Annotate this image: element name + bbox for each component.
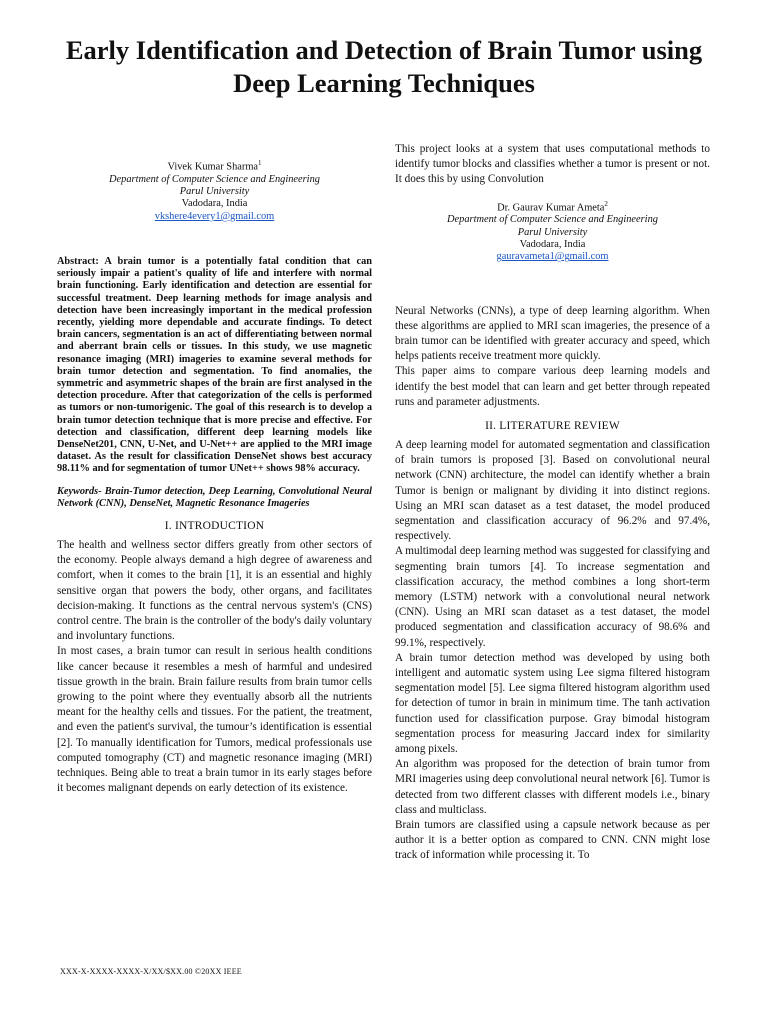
author-2-block: [395, 198, 710, 264]
section-1-heading: I. INTRODUCTION: [164, 520, 265, 533]
right-top-paragraph: This project looks at a system that uses computational methods to identify tumor blocks and classifies whether a tumor is present or not. It does this by using Convolution: [395, 143, 710, 186]
copyright-footer: XXX-X-XXXX-XXXX-X/XX/$XX.00 ©20XX IEEE: [60, 967, 242, 976]
author-1-univ: Parul University: [179, 186, 250, 198]
author-2-univ: Parul University: [517, 226, 588, 238]
left-column: [57, 142, 372, 796]
section-2-paragraph: A multimodal deep learning method was suggested for classifying and segmenting brain tumors [4]. To increase segmentation and classification accuracy, the method combines a long short-term memory (LSTM) network with a convolutional neural network (CNN). Using an MRI scan dataset as a test dataset, the model produced segmentation and classification accuracy of 98.6% and 99.1%, respectively.: [395, 545, 710, 649]
intro-continued-paragraph: Neural Networks (CNNs), a type of deep learning algorithm. When these algorithms are applied to MRI scan imageries, the presence of a brain tumor can be identified with greater accuracy and speed, which helps patients receive treatment more quickly.: [395, 304, 710, 363]
section-1-paragraph: The health and wellness sector differs greatly from other sectors of the economy. People always demand a high degree of awareness and comfort, when it comes to the brain [1], it is an essential and highly sensitive organ that powers the body, other organs, and facilitates decision-making. It functions as the central nervous system's (CNS) control centre. The brain is the controller of the body's daily voluntary and involuntary functions.: [57, 539, 372, 643]
author-2-city: Vadodara, India: [519, 238, 586, 250]
author-1-email-link[interactable]: vkshere4every1@gmail.com: [154, 210, 275, 222]
abstract: Abstract: A brain tumor is a potentially fatal condition that can seriously impair a patient's quality of life and interfere with normal brain functioning. Early identification and detection are essential for successful treatment. Deep learning methods for image analysis and detection have been increasingly important in the medical profession recently, yielding more dependable and accurate findings. To detect brain cancers, segmentation is an act of differentiating between normal and aberrant brain cells or tissues. In this study, we use magnetic resonance imaging (MRI) imageries to examine several methods for brain tumor detection and segmentation. To find anomalies, the symmetric and asymmetric shapes of the brain are first analysed in the detection procedure. After that categorization of the cells is performed as tumors or non-tumorigenic. The goal of this research is to develop a brain tumor detection technique that is more precise and effective. For detection and classification, different deep learning models like DenseNet201, CNN, U-Net, and U-Net++ are applied to the MRI image dataset. As the result for classification DenseNet shows best accuracy 98.11% and for segmentation of tumor UNet++ shows 98% accuracy.: [57, 255, 372, 475]
section-2-paragraph: A deep learning model for automated segmentation and classification of brain tumors is proposed [3]. Based on convolutional neural network (CNN) architecture, the model can identify whether a brain Tumor is benign or malignant by dividing it into distinct regions. Using an MRI scan dataset as a test dataset, the model produced segmentation and classification accuracy of 96.2% and 97.4%, respectively.: [395, 438, 710, 543]
author-1-name: Vivek Kumar Sharma$^1$: [167, 159, 262, 173]
author-2-dept: Department of Computer Science and Engineering: [447, 214, 658, 226]
section-2-paragraph: A brain tumor detection method was developed by using both intelligent and automatic system using Lee sigma filtered histogram segmentation model [5]. Lee sigma filtered histogram algorithm used for detection of tumor in brain in minimum time. The tanh activation function used for classification purpose. Gray bimodal histogram segmentation process for measuring Jaccard index for similarity among pixels.: [395, 651, 710, 756]
author-2-name: Dr. Gaurav Kumar Ameta$^2$: [497, 199, 608, 214]
section-1-paragraph: In most cases, a brain tumor can result in serious health conditions like cancer because it resembles a mesh of harmful and undesired tissue growth in the brain. Brain failure results from brain tumor cells growing to the point where they eventually absorb all the nutrients meant for the healthy cells and tissues. For the patient, the treatment, and even the patient's survival, the tumour’s identification is essential [2]. To manually identification for Tumors, medical professionals use computed tomography (CT) and magnetic resonance imaging (MRI) techniques. Being able to treat a brain tumor in its early stages before it becomes malignant depends on early detection of its existence.: [57, 645, 372, 795]
author-1-city: Vadodara, India: [181, 198, 248, 210]
keywords: Keywords- Brain-Tumor detection, Deep Learning, Convolutional Neural Network (CNN), DenseNet, Magnetic Resonance Imageries: [57, 485, 372, 509]
right-column: [395, 142, 710, 864]
intro-continued-paragraph: This paper aims to compare various deep learning models and identify the best model that can learn and get better through repeated runs and parameter adjustments.: [395, 365, 710, 408]
section-2-paragraph: An algorithm was proposed for the detection of brain tumor from MRI imageries using deep convolutional neural network [6]. Tumor is detected from two different classes with different models i.e., binary class and multiclass.: [395, 758, 710, 816]
section-2-paragraph: Brain tumors are classified using a capsule network because as per author it is a better option as compared to CNN. CNN might lose track of information while processing it. To: [395, 819, 710, 862]
author-1-dept: Department of Computer Science and Engineering: [109, 173, 320, 185]
author-2-email-link[interactable]: gauravameta1@gmail.com: [496, 251, 609, 263]
section-2-heading: II. LITERATURE REVIEW: [485, 419, 620, 432]
author-1-block: [57, 157, 372, 223]
paper-title: Early Identification and Detection of Brain Tumor using Deep Learning Techniques: [65, 35, 703, 98]
